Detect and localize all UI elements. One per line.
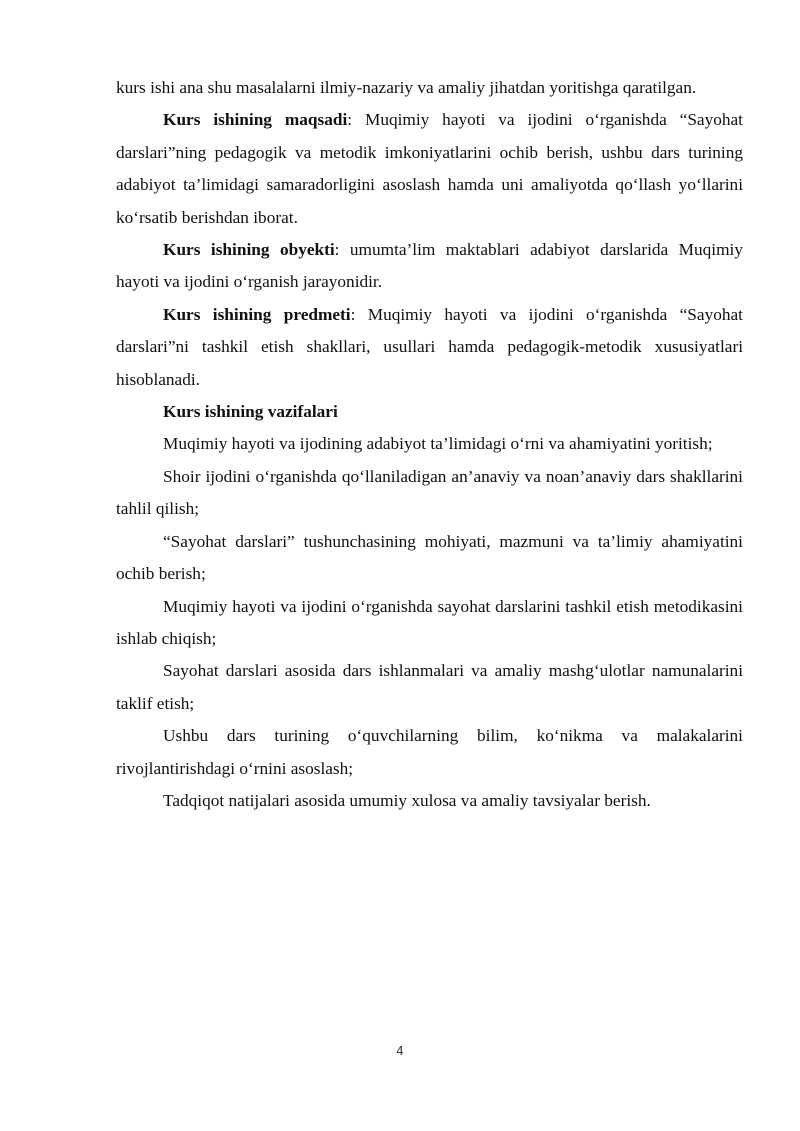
task-item: Ushbu dars turining o‘quvchilarning bilim, ko‘nikma va malakalarini rivojlantirishdagi o‘rnini asoslash; xyxy=(116,726,743,778)
task-item: Sayohat darslari asosida dars ishlanmalari va amaliy mashg‘ulotlar namunalarini taklif etish; xyxy=(116,661,743,713)
task-item: Shoir ijodini o‘rganishda qo‘llaniladigan an’anaviy va noan’anaviy dars shakllarini tahlil qilish; xyxy=(116,466,743,519)
subject-label: Kurs ishining predmeti xyxy=(163,304,351,324)
goal-paragraph xyxy=(116,104,743,234)
object-label: Kurs ishining obyekti xyxy=(163,240,335,260)
task-item: Tadqiqot natijalari asosida umumiy xulosa va amaliy tavsiyalar berish. xyxy=(163,790,651,810)
page-number: 4 xyxy=(396,1044,404,1058)
goal-label: Kurs ishining maqsadi xyxy=(163,110,348,130)
goal-text: : Muqimiy hayoti va ijodini o‘rganishda “Sayohat darslari”ning pedagogik va metodik imkoniyatlarini ochib berish, ushbu dars turining adabiyot ta’limidagi samaradorligini asoslash hamda uni amaliyotda qo‘llash yo‘llarini ko‘rsatib berishdan iborat. xyxy=(116,110,743,227)
task-item: Muqimiy hayoti va ijodini o‘rganishda sayohat darslarini tashkil etish metodikasini ishlab chiqish; xyxy=(116,596,743,648)
object-paragraph xyxy=(116,234,743,299)
document-body xyxy=(116,72,743,817)
intro-continuation-paragraph: kurs ishi ana shu masalalarni ilmiy-nazariy va amaliy jihatdan yoritishga qaratilgan. xyxy=(116,78,697,97)
tasks-heading: Kurs ishining vazifalari xyxy=(163,402,338,422)
task-item: “Sayohat darslari” tushunchasining mohiyati, mazmuni va ta’limiy ahamiyatini ochib berish; xyxy=(116,531,743,584)
subject-paragraph xyxy=(116,299,743,396)
object-text: : umumta’lim maktablari adabiyot darslarida Muqimiy hayoti va ijodini o‘rganish jarayonidir. xyxy=(116,240,743,292)
task-item: Muqimiy hayoti va ijodining adabiyot ta’limidagi o‘rni va ahamiyatini yoritish; xyxy=(163,434,713,454)
subject-text: : Muqimiy hayoti va ijodini o‘rganishda “Sayohat darslari”ni tashkil etish shakllari, usullari hamda pedagogik-metodik xususiyatlari hisoblanadi. xyxy=(116,304,743,389)
